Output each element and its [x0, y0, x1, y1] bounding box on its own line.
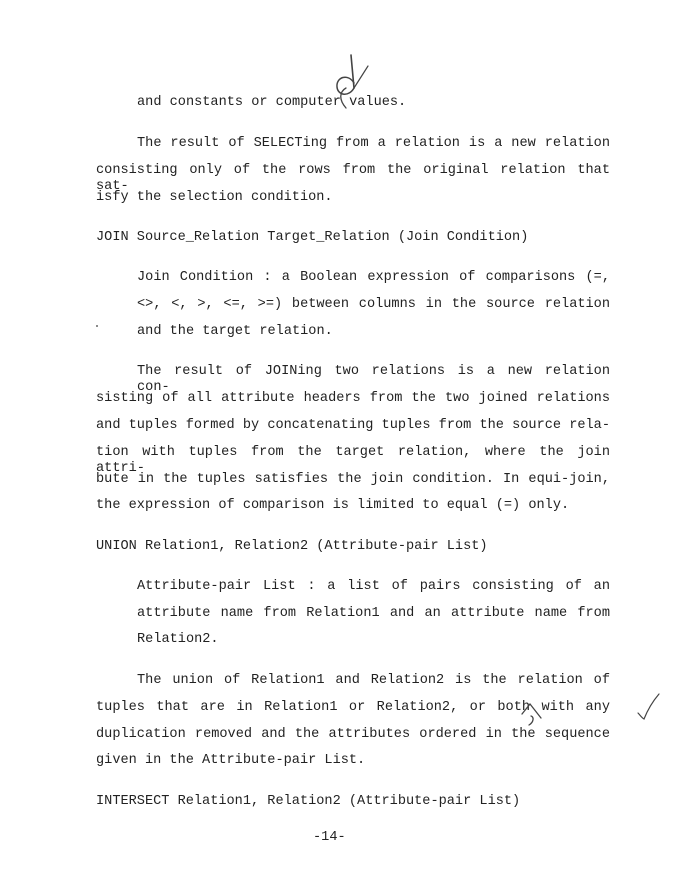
section-heading: JOIN Source_Relation Target_Relation (Join Condition)	[96, 230, 529, 245]
text-line: The result of JOINing two relations is a new relation con-	[137, 364, 610, 395]
text-line: and tuples formed by concatenating tuples from the source rela-	[96, 418, 610, 433]
text-line: and the target relation.	[137, 324, 333, 339]
text-line: tuples that are in Relation1 or Relation2, or both with any	[96, 700, 610, 715]
text-line: <>, <, >, <=, >=) between columns in the source relation	[137, 297, 610, 312]
margin-dot	[96, 325, 98, 327]
text-line: The union of Relation1 and Relation2 is the relation of	[137, 673, 610, 688]
text-line: isfy the selection condition.	[96, 190, 333, 205]
text-line: sisting of all attribute headers from the two joined relations	[96, 391, 610, 406]
text-line: tion with tuples from the target relation, where the join attri-	[96, 445, 610, 476]
section-heading: UNION Relation1, Relation2 (Attribute-pair List)	[96, 539, 488, 554]
text-line: Relation2.	[137, 632, 219, 647]
text-line: The result of SELECTing from a relation is a new relation	[137, 136, 610, 151]
text-line: duplication removed and the attributes ordered in the sequence	[96, 727, 610, 742]
text-line: attribute name from Relation1 and an attribute name from	[137, 606, 610, 621]
text-line: Join Condition : a Boolean expression of comparisons (=,	[137, 270, 610, 285]
text-line: Attribute-pair List : a list of pairs consisting of an	[137, 579, 610, 594]
page-number: -14-	[313, 830, 346, 845]
section-heading: INTERSECT Relation1, Relation2 (Attribute-pair List)	[96, 794, 521, 809]
margin-checkmark	[635, 691, 663, 721]
text-line: and constants or computer values.	[137, 95, 407, 110]
text-line: consisting only of the rows from the original relation that sat-	[96, 163, 610, 194]
text-line: given in the Attribute-pair List.	[96, 753, 366, 768]
text-line: bute in the tuples satisfies the join condition. In equi-join,	[96, 472, 610, 487]
text-line: the expression of comparison is limited to equal (=) only.	[96, 498, 570, 513]
